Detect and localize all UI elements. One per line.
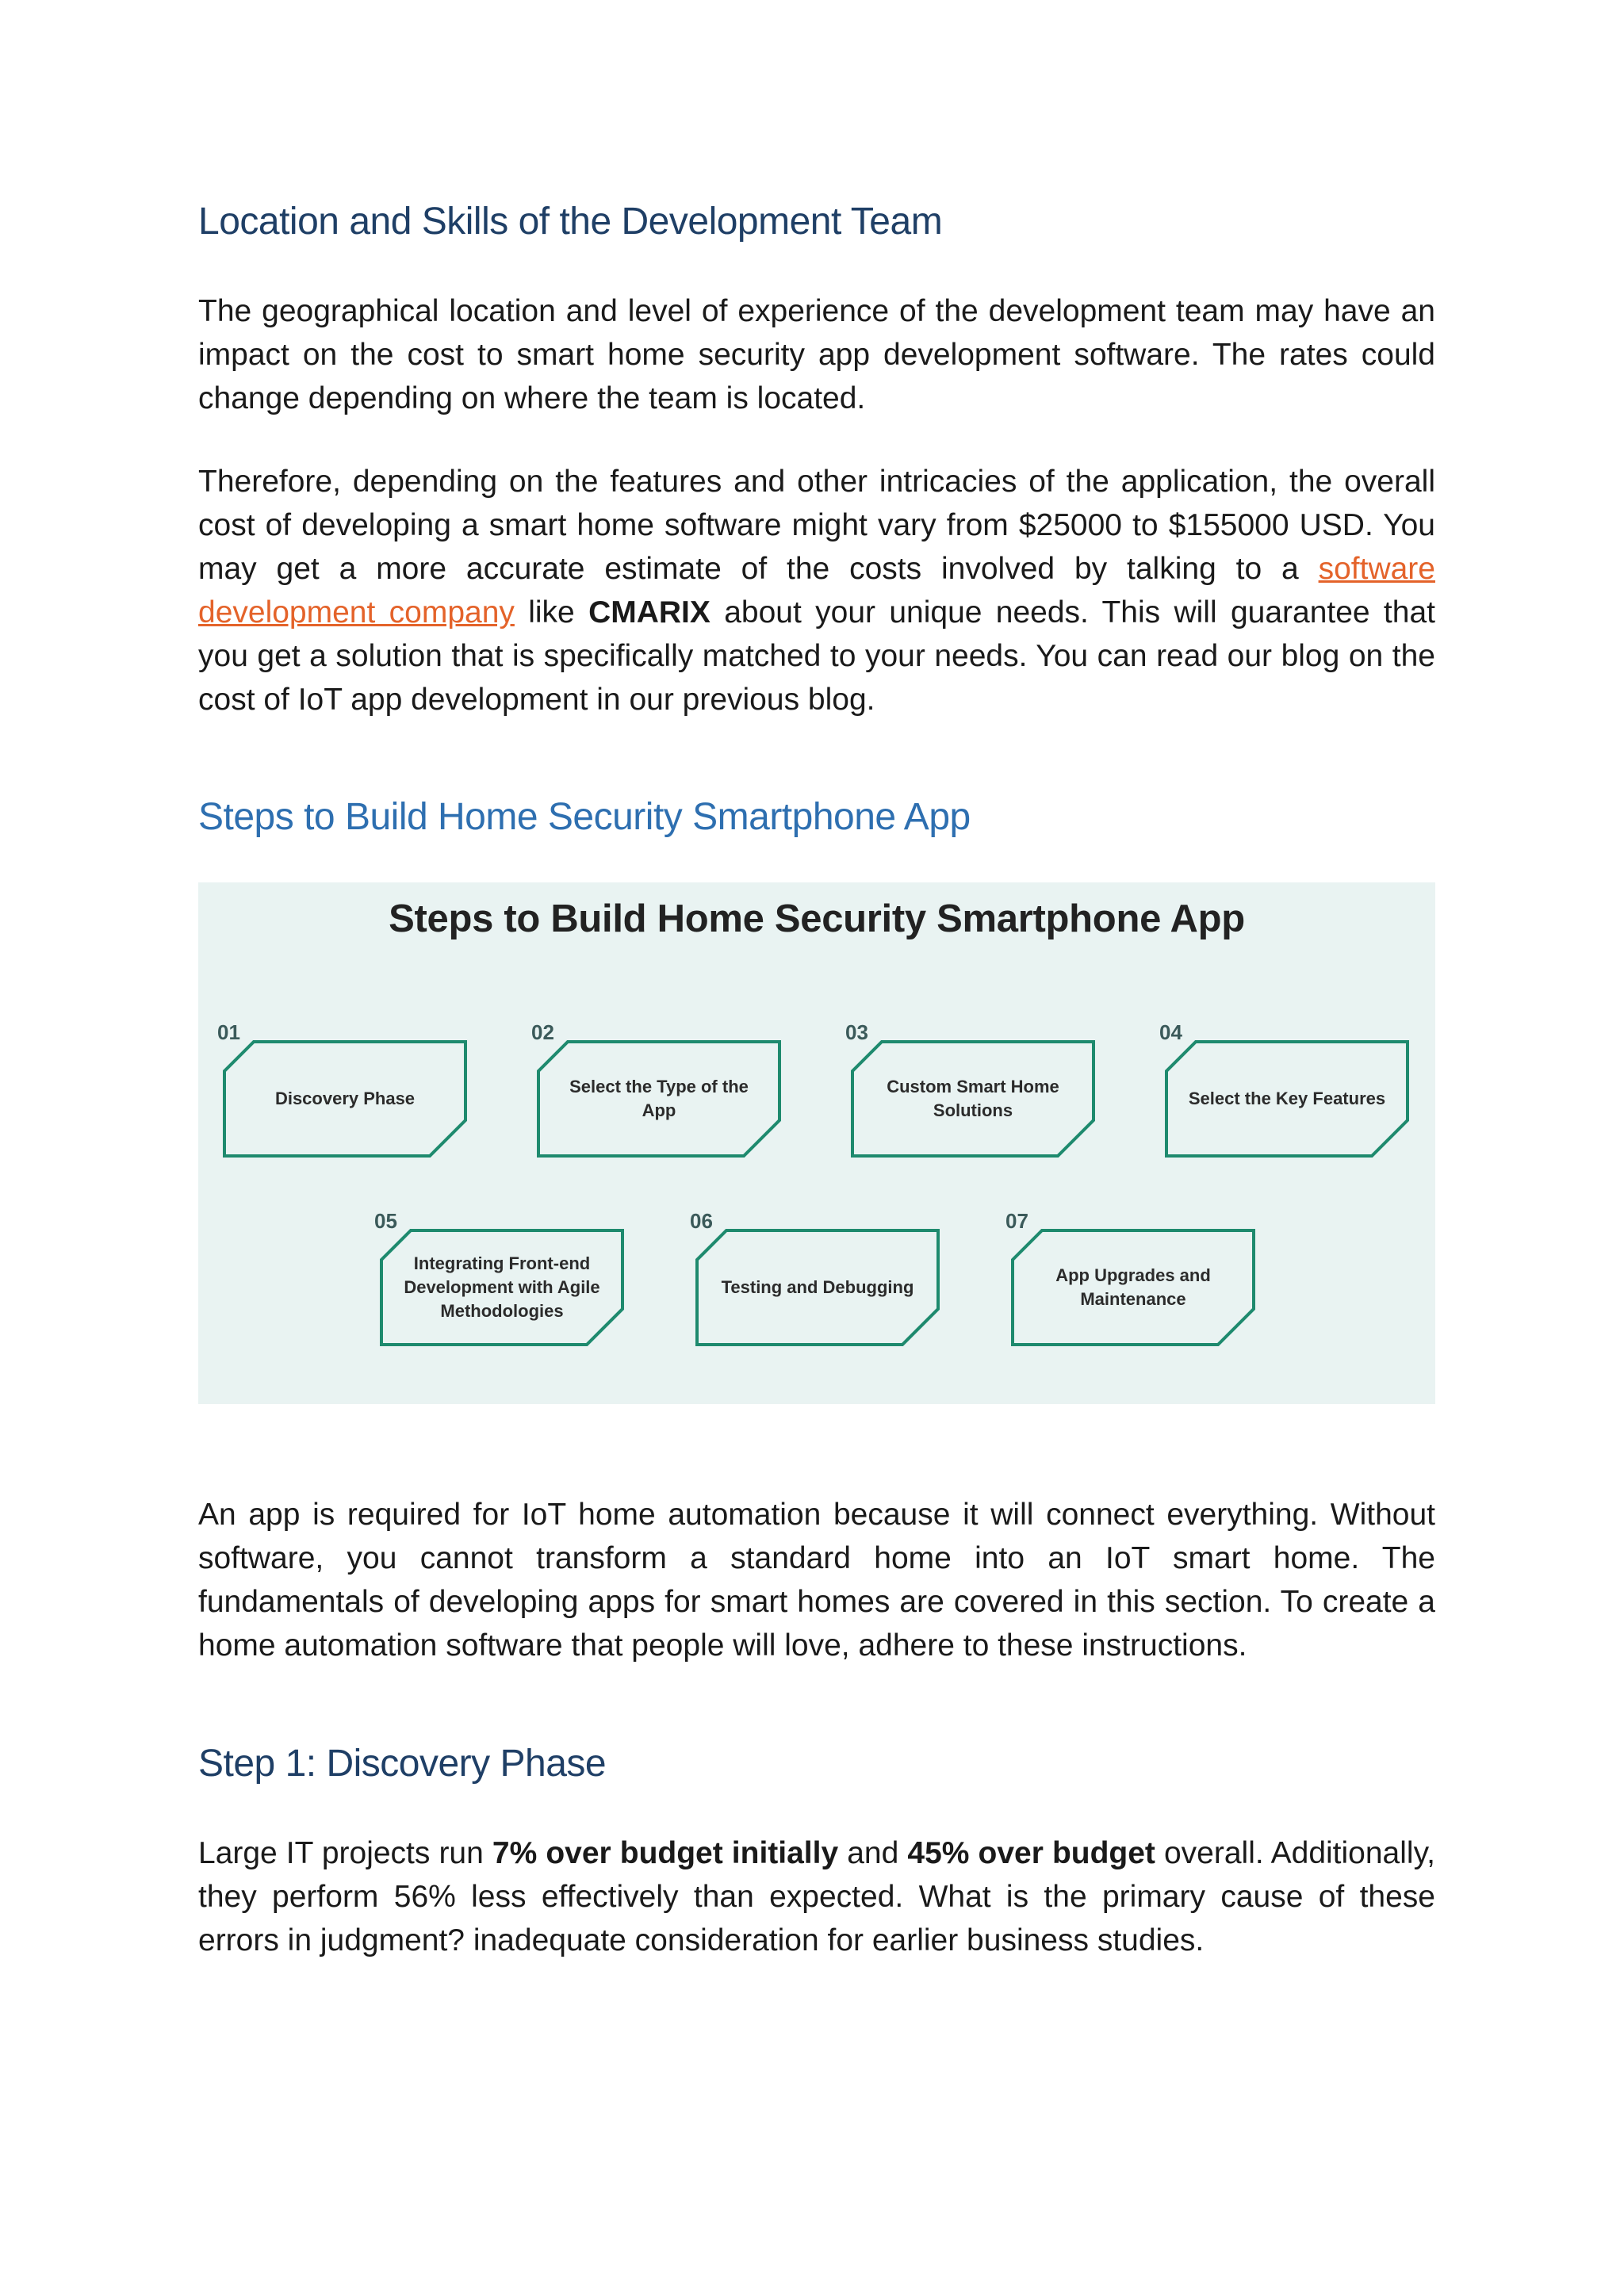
paragraph-cost — [198, 460, 1435, 721]
section-heading-location: Location and Skills of the Development Team — [198, 201, 943, 243]
section-heading-step1: Step 1: Discovery Phase — [198, 1743, 607, 1785]
step-label: Discovery Phase — [274, 1089, 416, 1108]
text-run: Large IT projects run — [198, 1836, 492, 1870]
paragraph-step1 — [198, 1831, 1435, 1962]
step-number: 05 — [374, 1209, 397, 1233]
step-number: 01 — [217, 1020, 240, 1044]
step-number: 07 — [1005, 1209, 1028, 1233]
brand-name: CMARIX — [588, 595, 710, 629]
step-box-01 — [217, 1020, 468, 1158]
text-run: Therefore, depending on the features and other intricacies of the application, the overall cost of developing a smart home software might vary from $25000 to $155000 USD. You may get a more accurate estimate of the costs involved by talking to a — [198, 465, 1435, 586]
step-number: 06 — [690, 1209, 713, 1233]
infographic-title: Steps to Build Home Security Smartphone App — [389, 897, 1245, 940]
step-number: 03 — [845, 1020, 868, 1044]
step-number: 04 — [1159, 1020, 1182, 1044]
step-label: Select the Type of the App — [569, 1077, 749, 1120]
step-label: Testing and Debugging — [721, 1277, 914, 1297]
text-run: like — [514, 595, 589, 629]
step-label: Select the Key Features — [1188, 1089, 1386, 1108]
step-box-05 — [374, 1209, 625, 1347]
step-box-04 — [1159, 1020, 1410, 1158]
text-run: overall. Additionally, they perform 56% less effectively than expected. What is the primary cause of these errors in judgment? inadequate consideration for earlier business studies. — [198, 1836, 1436, 1957]
bold-stat-2: 45% over budget — [907, 1836, 1155, 1870]
step-label: Integrating Front-end Development with Agile Methodologies — [404, 1253, 600, 1321]
steps-infographic — [198, 882, 1435, 1404]
step-box-06 — [690, 1209, 940, 1347]
step-box-03 — [845, 1020, 1096, 1158]
step-label: App Upgrades and Maintenance — [1055, 1265, 1211, 1309]
bold-stat-1: 7% over budget initially — [492, 1836, 839, 1870]
text-run: about your unique needs. This will guarantee that you get a solution that is specifically matched to your needs. You can read our blog on the cost of IoT app development in our previous blog. — [198, 595, 1435, 717]
text-run: and — [838, 1836, 908, 1870]
software-development-company-link[interactable]: software development company — [198, 552, 1435, 629]
paragraph-steps-intro: An app is required for IoT home automation because it will connect everything. Without software, you cannot transform a standard home into an IoT smart home. The fundamentals of developing apps for smart homes are covered in this section. To create a home automation software that people will love, adhere to these instructions. — [198, 1498, 1435, 1663]
step-number: 02 — [531, 1020, 554, 1044]
section-heading-steps: Steps to Build Home Security Smartphone App — [198, 796, 971, 838]
step-box-02 — [531, 1020, 782, 1158]
paragraph-location: The geographical location and level of experience of the development team may have an impact on the cost to smart home security app development software. The rates could change depending on where the team is located. — [198, 294, 1435, 415]
step-label: Custom Smart Home Solutions — [887, 1077, 1059, 1120]
step-box-07 — [1005, 1209, 1256, 1347]
